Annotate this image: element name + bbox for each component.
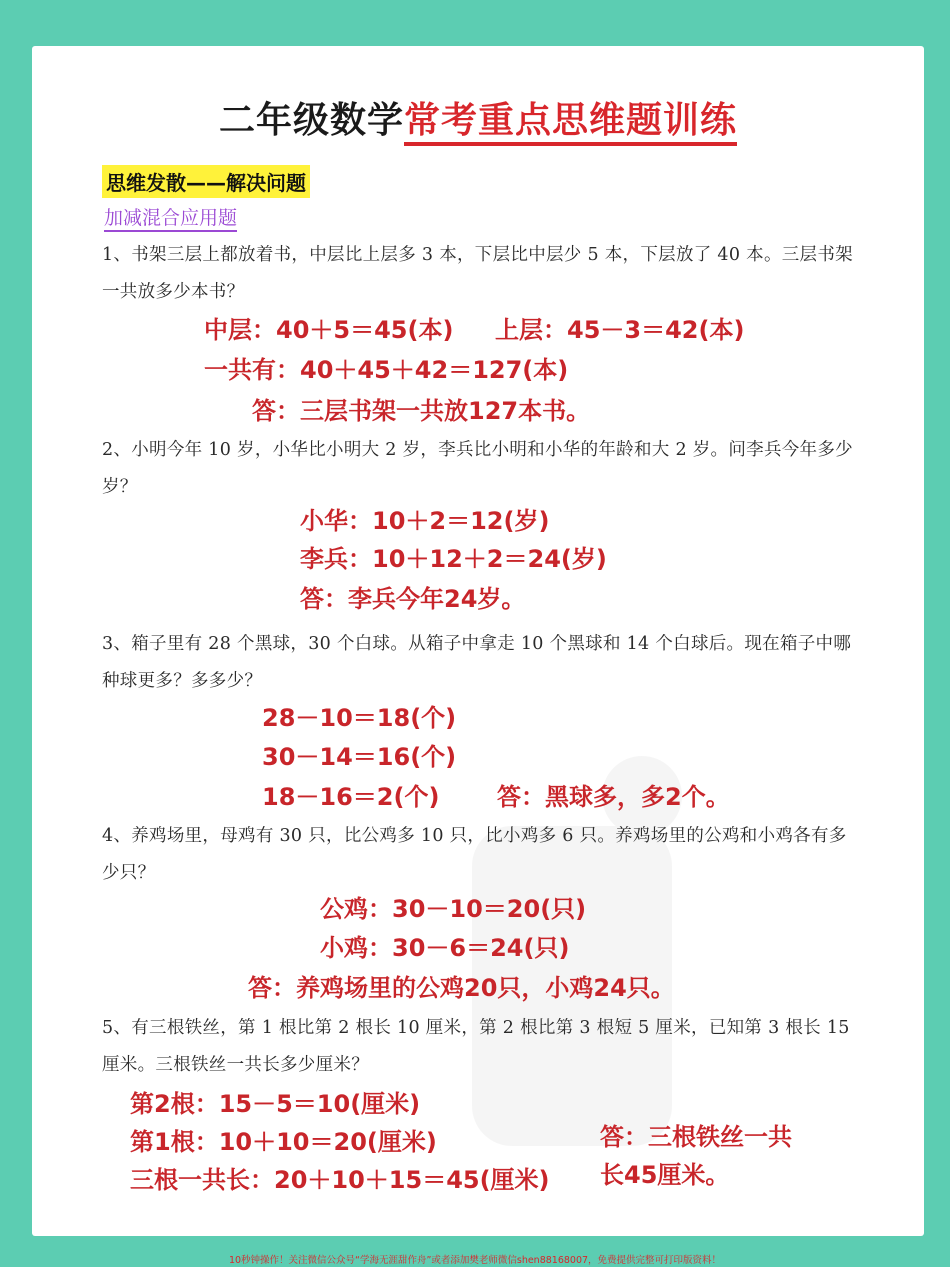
problem-5-question: 5、有三根铁丝，第 1 根比第 2 根长 10 厘米，第 2 根比第 3 根短 5 厘米，已知第 3 根长 15 厘米。三根铁丝一共长多少厘米？ <box>102 1018 850 1075</box>
page-title <box>32 92 924 143</box>
footer-notice: 10秒钟操作！关注微信公众号“学海无涯甜作舟”或者添加樊老师微信shen88168007，免费提供完整可打印版资料！ <box>228 1255 722 1266</box>
subhead: 加减混合应用题 <box>104 206 237 232</box>
problem-5-answer-line-1: 答：三根铁丝一共 <box>600 1123 792 1151</box>
worksheet-page <box>32 46 924 1236</box>
problem-5-step-2: 第1根：10＋10＝20(厘米) <box>130 1128 437 1156</box>
problem-5-step-3: 三根一共长：20＋10＋15＝45(厘米) <box>130 1166 550 1194</box>
problem-5-answer-line-2: 长45厘米。 <box>600 1161 730 1189</box>
problem-4-question: 4、养鸡场里，母鸡有 30 只，比公鸡多 10 只，比小鸡多 6 只。养鸡场里的公鸡和小鸡各有多少只？ <box>102 826 847 883</box>
title-main: 二年级数学 <box>218 100 404 141</box>
problem-2-answer: 答：李兵今年24岁。 <box>300 585 526 613</box>
problem-3-question: 3、箱子里有 28 个黑球，30 个白球。从箱子中拿走 10 个黑球和 14 个白球后。现在箱子中哪种球更多？多多少？ <box>102 634 852 691</box>
problem-2-step-1: 小华：10＋2＝12(岁) <box>300 507 550 535</box>
problem-1-step-3: 一共有：40＋45＋42＝127(本) <box>204 356 569 384</box>
problem-1-step-1: 中层：40＋5＝45(本) <box>204 316 454 344</box>
problem-5-step-1: 第2根：15－5＝10(厘米) <box>130 1090 421 1118</box>
problem-3-step-2: 30－14＝16(个) <box>262 743 457 771</box>
problem-3-step-3: 18－16＝2(个) <box>262 783 440 811</box>
problem-2-step-2: 李兵：10＋12＋2＝24(岁) <box>300 545 607 573</box>
problem-1-answer: 答：三层书架一共放127本书。 <box>252 397 591 425</box>
problem-3-answer: 答：黑球多，多2个。 <box>497 783 730 811</box>
problem-1-step-2: 上层：45－3＝42(本) <box>495 316 745 344</box>
section-tag: 思维发散——解决问题 <box>102 165 310 198</box>
title-highlight: 常考重点思维题训练 <box>404 100 737 146</box>
problem-3-step-1: 28－10＝18(个) <box>262 704 457 732</box>
problem-2-question: 2、小明今年 10 岁，小华比小明大 2 岁，李兵比小明和小华的年龄和大 2 岁。问李兵今年多少岁？ <box>102 440 853 497</box>
problem-4-step-2: 小鸡：30－6＝24(只) <box>320 934 570 962</box>
problem-1-question: 1、书架三层上都放着书，中层比上层多 3 本，下层比中层少 5 本，下层放了 40 本。三层书架一共放多少本书？ <box>102 245 853 302</box>
problem-4-answer: 答：养鸡场里的公鸡20只，小鸡24只。 <box>248 974 675 1002</box>
problem-4-step-1: 公鸡：30－10＝20(只) <box>320 895 587 923</box>
